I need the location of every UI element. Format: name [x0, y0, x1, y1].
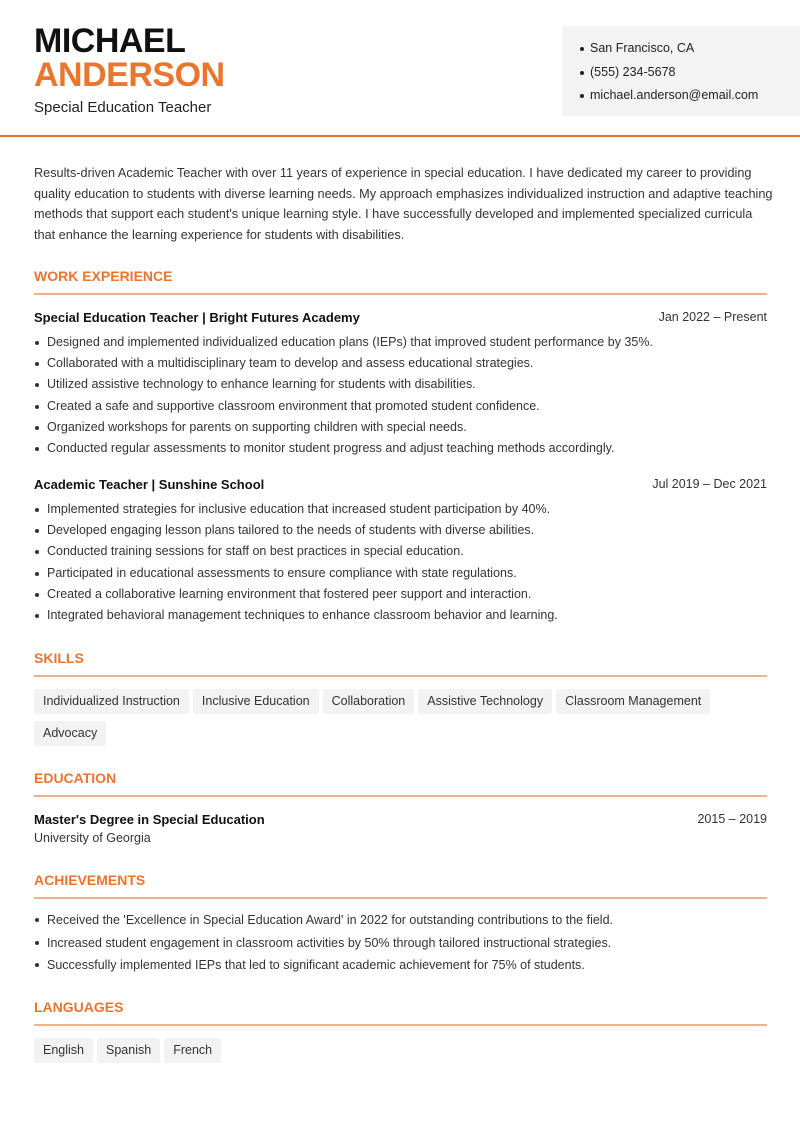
skill-tag: Individualized Instruction [34, 689, 189, 714]
list-item: Received the 'Excellence in Special Education Award' in 2022 for outstanding contributions to the field. [34, 909, 774, 932]
job-title-headline: Special Education Teacher [34, 99, 212, 116]
section-divider [34, 1024, 767, 1026]
school-name: University of Georgia [34, 831, 151, 845]
resume-header [0, 0, 800, 137]
language-tag: Spanish [97, 1038, 160, 1063]
section-divider [34, 897, 767, 899]
list-item: Utilized assistive technology to enhance learning for students with disabilities. [34, 374, 774, 395]
job-2-bullets [34, 499, 774, 626]
list-item: Participated in educational assessments to ensure compliance with state regulations. [34, 563, 774, 584]
language-tags [34, 1038, 774, 1070]
list-item: Organized workshops for parents on supporting children with special needs. [34, 417, 774, 438]
section-divider [34, 795, 767, 797]
list-item: Increased student engagement in classroom activities by 50% through tailored instructional strategies. [34, 932, 774, 955]
job-1-bullets [34, 332, 774, 459]
job-1-dates: Jan 2022 – Present [658, 310, 767, 324]
skill-tag: Assistive Technology [418, 689, 552, 714]
job-1-title: Special Education Teacher | Bright Futures Academy [34, 310, 360, 325]
summary-paragraph: Results-driven Academic Teacher with over 11 years of experience in special education. I have dedicated my career to providing quality education to students with diverse learning needs. My approach emphasizes individualized instruction and adaptive teaching methods that support each student's unique learning style. I have successfully developed and implemented specialized curricula that enhance the learning experience for students with disabilities. [34, 166, 773, 243]
list-item: Developed engaging lesson plans tailored to the needs of students with diverse abilities. [34, 520, 774, 541]
section-divider [34, 675, 767, 677]
list-item: Designed and implemented individualized education plans (IEPs) that improved student performance by 35%. [34, 332, 774, 353]
section-divider [34, 293, 767, 295]
contact-phone[interactable]: (555) 234-5678 [580, 61, 800, 85]
last-name: ANDERSON [34, 56, 225, 94]
list-item: Created a collaborative learning environment that fostered peer support and interaction. [34, 584, 774, 605]
skills-tags [34, 689, 774, 753]
skill-tag: Advocacy [34, 721, 106, 746]
section-title-education: EDUCATION [34, 770, 117, 786]
section-title-achievements: ACHIEVEMENTS [34, 872, 146, 888]
job-2-title: Academic Teacher | Sunshine School [34, 477, 265, 492]
first-name: MICHAEL [34, 22, 186, 60]
section-title-skills: SKILLS [34, 650, 84, 666]
education-dates: 2015 – 2019 [697, 812, 767, 826]
achievements-list [34, 909, 774, 977]
degree-title: Master's Degree in Special Education [34, 812, 265, 827]
contact-box [562, 26, 800, 116]
language-tag: French [164, 1038, 221, 1063]
list-item: Created a safe and supportive classroom environment that promoted student confidence. [34, 396, 774, 417]
list-item: Successfully implemented IEPs that led to significant academic achievement for 75% of students. [34, 954, 774, 977]
list-item: Collaborated with a multidisciplinary team to develop and assess educational strategies. [34, 353, 774, 374]
job-2-dates: Jul 2019 – Dec 2021 [652, 477, 767, 491]
language-tag: English [34, 1038, 93, 1063]
list-item: Integrated behavioral management techniques to enhance classroom behavior and learning. [34, 605, 774, 626]
list-item: Conducted regular assessments to monitor student progress and adjust teaching methods accordingly. [34, 438, 774, 459]
skill-tag: Inclusive Education [193, 689, 319, 714]
list-item: Implemented strategies for inclusive education that increased student participation by 40%. [34, 499, 774, 520]
skill-tag: Classroom Management [556, 689, 710, 714]
section-title-work: WORK EXPERIENCE [34, 268, 173, 284]
section-title-languages: LANGUAGES [34, 999, 124, 1015]
skill-tag: Collaboration [323, 689, 415, 714]
list-item: Conducted training sessions for staff on best practices in special education. [34, 541, 774, 562]
contact-location: San Francisco, CA [580, 37, 800, 61]
contact-email[interactable]: michael.anderson@email.com [580, 84, 800, 108]
